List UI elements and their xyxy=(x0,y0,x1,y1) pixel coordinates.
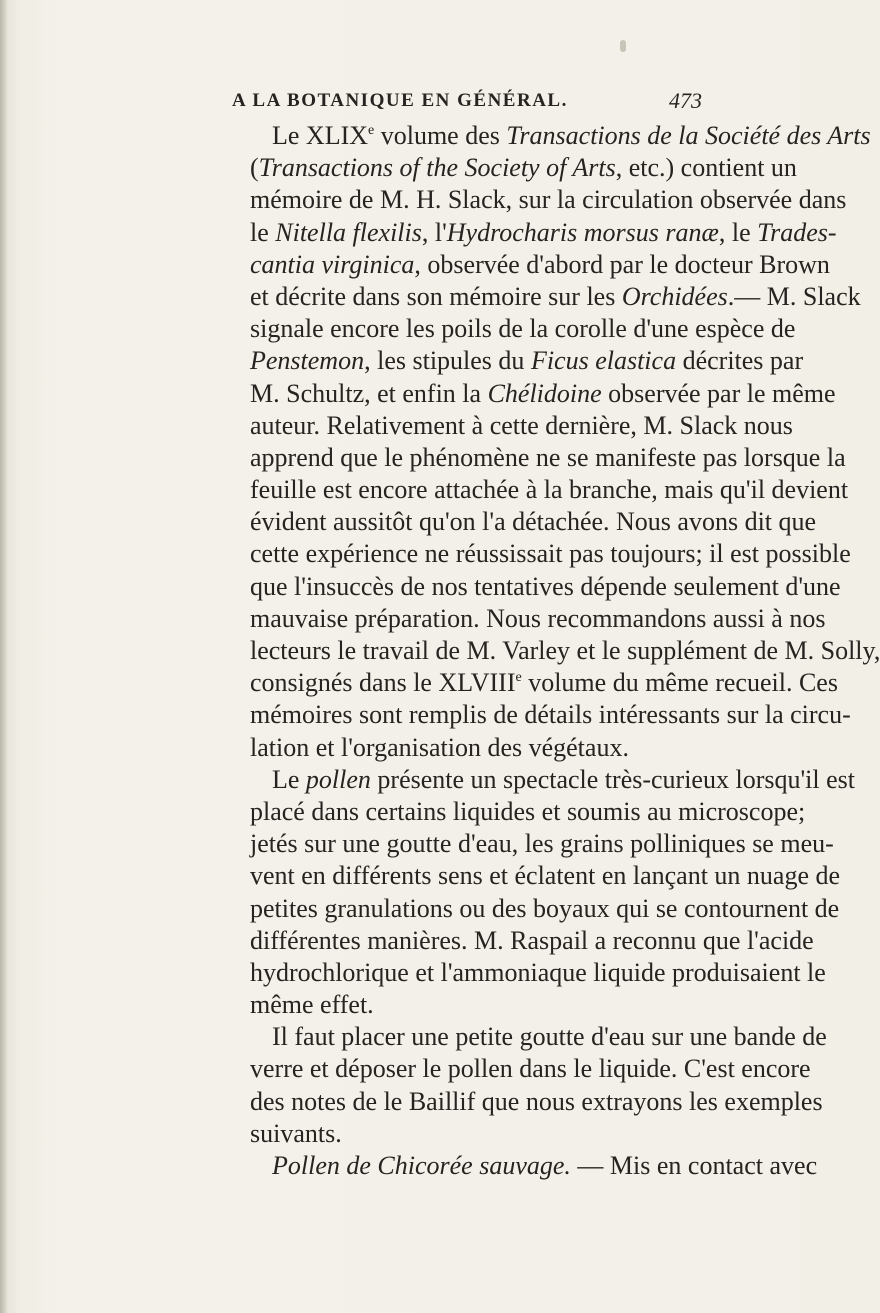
text-line xyxy=(250,732,678,764)
text-run: lation et l'organisation des végétaux. xyxy=(250,732,629,762)
text-run: hydrochlorique et l'ammoniaque liquide produisaient le xyxy=(250,957,826,987)
text-line xyxy=(250,603,826,635)
text-run: .— M. Slack xyxy=(727,281,861,311)
text-line xyxy=(250,667,838,699)
text-line xyxy=(250,506,817,538)
text-line xyxy=(250,1053,811,1085)
paragraph xyxy=(250,1021,827,1150)
text-line xyxy=(250,925,814,957)
text-line xyxy=(250,410,793,442)
italic-term: pollen xyxy=(305,764,371,794)
text-line xyxy=(250,120,871,152)
text-run: Le XLIX xyxy=(272,121,369,150)
text-line xyxy=(250,764,855,796)
text-line xyxy=(250,184,847,216)
text-line xyxy=(250,217,837,249)
text-run: même effet. xyxy=(250,990,374,1020)
text-run: — Mis en contact avec xyxy=(570,1151,818,1180)
text-run: Le xyxy=(272,764,306,794)
text-line xyxy=(250,571,841,603)
text-run: mémoires sont remplis de détails intéressants sur la circu- xyxy=(250,700,851,730)
paragraph xyxy=(250,1150,818,1182)
text-run: mauvaise préparation. Nous recommandons aussi à nos xyxy=(250,603,826,633)
text-run: observée par le même xyxy=(601,378,836,408)
running-title: A LA BOTANIQUE EN GÉNÉRAL. xyxy=(232,90,568,111)
text-run: placé dans certains liquides et soumis au microscope; xyxy=(250,796,806,826)
italic-term: Chélidoine xyxy=(487,378,602,408)
text-line xyxy=(250,699,851,731)
text-run: ( xyxy=(250,153,259,183)
text-run: et décrite dans son mémoire sur les xyxy=(250,281,622,311)
text-line xyxy=(250,152,797,184)
text-line xyxy=(250,538,851,570)
text-line xyxy=(250,957,826,989)
italic-term: Hydrocharis morsus ranæ xyxy=(446,217,719,247)
text-line xyxy=(250,860,841,892)
italic-term: Trades- xyxy=(757,217,837,247)
text-line xyxy=(250,1150,818,1182)
text-run: consignés dans le XLVIII xyxy=(250,668,516,698)
text-run: , le xyxy=(718,217,758,247)
text-line xyxy=(250,1086,823,1118)
text-line xyxy=(250,893,840,925)
text-run: lecteurs le travail de M. Varley et le supplément de M. Solly, xyxy=(250,636,880,665)
superscript: e xyxy=(368,123,375,138)
text-run: auteur. Relativement à cette dernière, M. Slack nous xyxy=(250,410,793,440)
text-run: jetés sur une goutte d'eau, les grains polliniques se meu- xyxy=(250,829,834,859)
text-line xyxy=(250,828,834,860)
text-line xyxy=(250,249,830,281)
text-line xyxy=(250,378,836,410)
text-run: volume du même recueil. Ces xyxy=(521,668,838,698)
text-run: le xyxy=(250,217,276,247)
text-run: différentes manières. M. Raspail a reconnu que l'acide xyxy=(250,925,814,955)
text-line xyxy=(250,281,861,313)
text-line xyxy=(250,345,804,377)
text-line xyxy=(250,474,849,506)
text-run: verre et déposer le pollen dans le liquide. C'est encore xyxy=(250,1054,811,1084)
text-run: feuille est encore attachée à la branche, mais qu'il devient xyxy=(250,475,849,505)
text-run: signale encore les poils de la corolle d'une espèce de xyxy=(250,314,796,344)
text-run: que l'insuccès de nos tentatives dépende seulement d'une xyxy=(250,571,841,601)
italic-term: cantia virginica xyxy=(250,249,415,279)
paragraph xyxy=(250,764,855,1022)
paper-blemish xyxy=(620,40,626,52)
italic-term: Nitella flexilis xyxy=(275,217,422,247)
text-run: , l' xyxy=(421,217,447,247)
italic-term: Pollen de Chicorée sauvage. xyxy=(272,1151,571,1180)
text-line xyxy=(250,796,806,828)
text-run: , les stipules du xyxy=(364,346,531,376)
page-header xyxy=(232,88,702,118)
page-gutter-shadow xyxy=(0,0,8,1313)
text-line xyxy=(250,313,796,345)
text-line xyxy=(250,1021,827,1053)
text-run: évident aussitôt qu'on l'a détachée. Nous avons dit que xyxy=(250,507,817,537)
italic-term: Transactions de la Société des Arts xyxy=(506,121,871,150)
text-run: apprend que le phénomène ne se manifeste pas lorsque la xyxy=(250,442,846,472)
italic-term: Ficus elastica xyxy=(530,346,677,376)
text-line xyxy=(250,989,678,1021)
text-run: petites granulations ou des boyaux qui se contournent de xyxy=(250,893,840,923)
text-run: présente un spectacle très-curieux lorsqu'il est xyxy=(370,764,855,794)
page-number: 473 xyxy=(669,88,702,113)
text-run: des notes de le Baillif que nous extrayons les exemples xyxy=(250,1086,823,1116)
text-line xyxy=(250,1118,678,1150)
text-run: mémoire de M. H. Slack, sur la circulation observée dans xyxy=(250,185,847,215)
paragraph xyxy=(250,120,880,764)
text-line xyxy=(250,635,880,667)
text-run: M. Schultz, et enfin la xyxy=(250,378,488,408)
text-run: décrites par xyxy=(676,346,804,376)
text-run: Il faut placer une petite goutte d'eau sur une bande de xyxy=(272,1022,827,1052)
text-run: cette expérience ne réussissait pas toujours; il est possible xyxy=(250,539,851,569)
text-run: , etc.) contient un xyxy=(615,153,797,183)
superscript: e xyxy=(515,670,522,686)
text-run: volume des xyxy=(374,121,507,150)
text-run: vent en différents sens et éclatent en lançant un nuage de xyxy=(250,861,841,891)
text-run: , observée d'abord par le docteur Brown xyxy=(414,249,830,279)
text-run: suivants. xyxy=(250,1118,342,1148)
body-text xyxy=(250,120,880,1182)
italic-term: Orchidées xyxy=(621,281,728,311)
text-line xyxy=(250,442,846,474)
italic-term: Transactions of the Society of Arts xyxy=(258,153,616,183)
italic-term: Penstemon xyxy=(250,346,365,376)
